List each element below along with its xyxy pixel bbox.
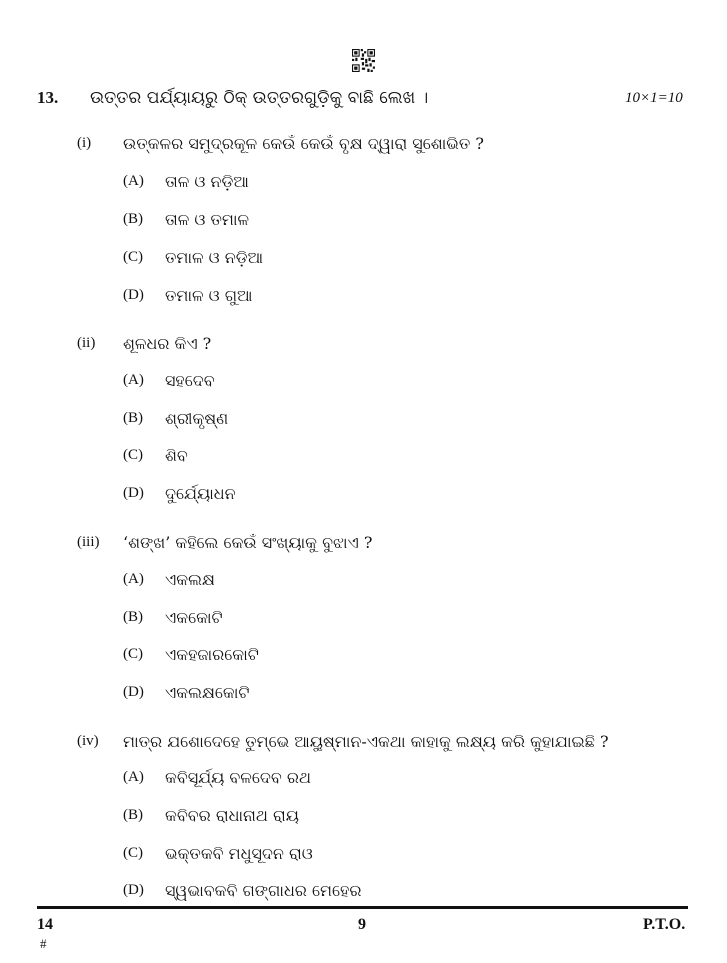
option-label: (D) xyxy=(123,287,144,303)
option-label: (A) xyxy=(123,173,144,189)
option-label: (C) xyxy=(123,447,143,463)
option-label: (A) xyxy=(123,769,144,785)
option-label: (C) xyxy=(123,646,143,662)
option-text: ଏକହଜାରକୋଟି xyxy=(165,645,259,664)
footer-code: 14 xyxy=(37,916,53,933)
option-label: (B) xyxy=(123,410,143,426)
option-label: (A) xyxy=(123,571,144,587)
option-label: (B) xyxy=(123,807,143,823)
footer-hash: # xyxy=(40,936,47,951)
option-text: ଭକ୍ତକବି ମଧୁସୂଦନ ରାଓ xyxy=(165,844,313,863)
option-text: ଶିବ xyxy=(165,446,188,465)
question-text: ଉତ୍ତର ପର୍ଯ୍ୟାୟରୁ ଠିକ୍ ଉତ୍ତରଗୁଡ଼ିକୁ ବାଛି ଲେଖ । xyxy=(90,88,429,108)
option-text: ସ୍ୱଭାବକବି ଗଙ୍ଗାଧର ମେହେର xyxy=(165,881,362,900)
option-text: କବିବର ରାଧାନାଥ ରାୟ xyxy=(165,806,299,825)
option-text: ତାଳ ଓ ନଡ଼ିଆ xyxy=(165,172,249,191)
option-label: (D) xyxy=(123,684,144,700)
option-text: ତମାଳ ଓ ନଡ଼ିଆ xyxy=(165,248,264,267)
option-text: ଏକକୋଟି xyxy=(165,608,223,627)
option-label: (B) xyxy=(123,211,143,227)
subquestion-number: (iii) xyxy=(77,534,100,550)
option-text: ଏକଲକ୍ଷ xyxy=(165,570,215,589)
subquestion-number: (ii) xyxy=(77,335,96,351)
option-text: ତାଳ ଓ ତମାଳ xyxy=(165,210,250,229)
subquestion-text: ଉତ୍କଳର ସମୁଦ୍ରକୂଳ କେଉଁ କେଉଁ ବୃକ୍ଷ ଦ୍ୱାରା ସୁଶୋଭିତ ? xyxy=(123,134,484,153)
option-label: (B) xyxy=(123,609,143,625)
pto-label: P.T.O. xyxy=(643,916,686,933)
option-label: (D) xyxy=(123,882,144,898)
option-text: ସହଦେବ xyxy=(165,371,215,390)
option-label: (C) xyxy=(123,845,143,861)
option-label: (D) xyxy=(123,485,144,501)
subquestion-text: ମାତ୍ର ଯଶୋଦେହେ ତୁମ୍ଭେ ଆୟୁଷ୍ମାନ-ଏକଥା କାହାକୁ ଲକ୍ଷ୍ୟ କରି କୁହାଯାଇଛି ? xyxy=(123,732,609,751)
option-text: ଶ୍ରୀକୃଷ୍ଣ xyxy=(165,409,229,428)
subquestion-text: ଶୂଳଧର କିଏ ? xyxy=(123,334,212,353)
question-marks: 10×1=10 xyxy=(625,90,683,106)
option-text: କବିସୂର୍ଯ୍ୟ ବଳଦେବ ରଥ xyxy=(165,768,311,787)
qr-code-icon xyxy=(352,49,375,72)
subquestion-number: (i) xyxy=(77,135,92,151)
subquestion-text: ‘ଶଙ୍ଖ’ କହିଲେ କେଉଁ ସଂଖ୍ୟାକୁ ବୁଝାଏ ? xyxy=(123,533,373,552)
option-label: (C) xyxy=(123,249,143,265)
page-number: 9 xyxy=(358,916,366,933)
option-label: (A) xyxy=(123,372,144,388)
footer-divider xyxy=(37,906,688,909)
subquestion-number: (iv) xyxy=(77,733,99,749)
option-text: ଏକଲକ୍ଷକୋଟି xyxy=(165,683,250,702)
option-text: ଦୁର୍ଯ୍ୟୋଧନ xyxy=(165,484,236,503)
question-number: 13. xyxy=(37,88,59,107)
option-text: ତମାଳ ଓ ଗୁଆ xyxy=(165,286,253,305)
